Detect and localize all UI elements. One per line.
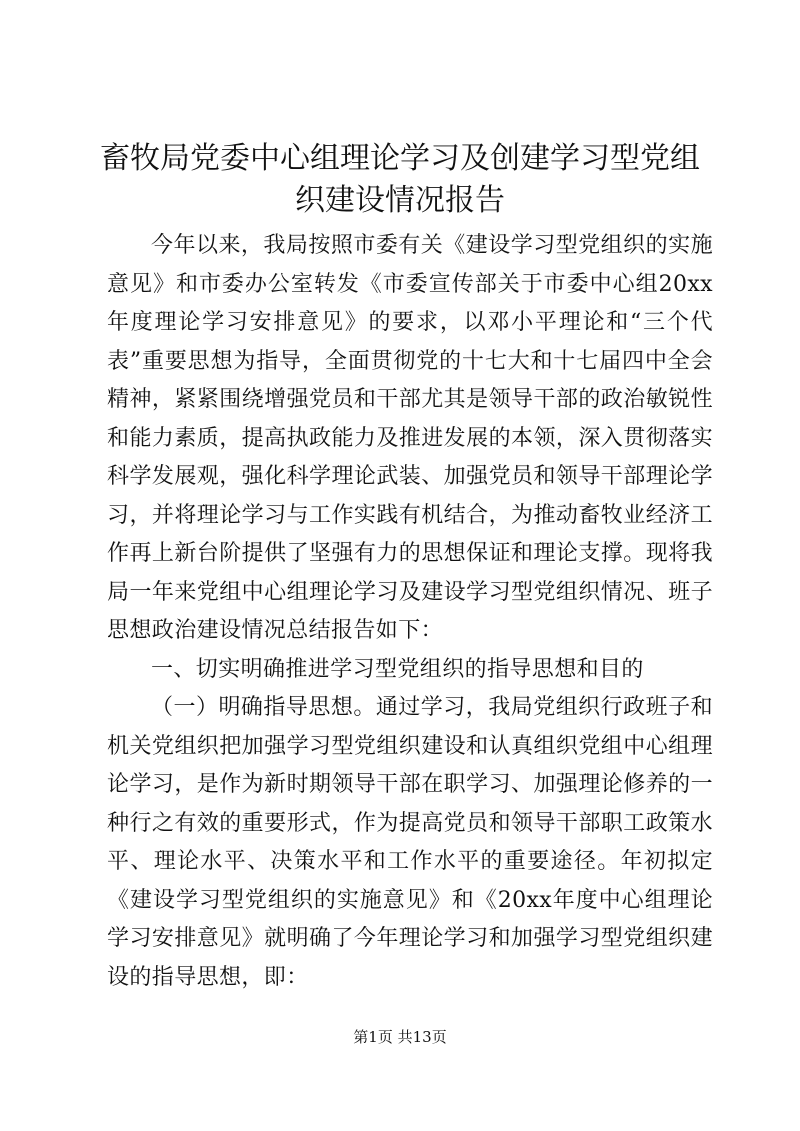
page-number-footer: 第1页 共13页 bbox=[353, 1028, 447, 1046]
document-body bbox=[107, 227, 713, 997]
section-heading-1: 一、切实明确推进学习型党组织的指导思想和目的 bbox=[151, 656, 644, 682]
subsection-paragraph-1: （一）明确指导思想。通过学习，我局党组织行政班子和机关党组织把加强学习型党组织建设和认真组织党组中心组理论学习，是作为新时期领导干部在职学习、加强理论修养的一种行之有效的重要形式，作为提高党员和领导干部职工政策水平、理论水平、决策水平和工作水平的重要途径。年初拟定《建设学习型党组织的实施意见》和《20xx年度中心组理论学习安排意见》就明确了今年理论学习和加强学习型党组织建设的指导思想，即： bbox=[107, 695, 713, 990]
document-title: 畜牧局党委中心组理论学习及创建学习型党组织建设情况报告 bbox=[100, 141, 700, 218]
intro-paragraph: 今年以来，我局按照市委有关《建设学习型党组织的实施意见》和市委办公室转发《市委宣传部关于市委中心组20xx年度理论学习安排意见》的要求，以邓小平理论和“三个代表”重要思想为指导，全面贯彻党的十七大和十七届四中全会精神，紧紧围绕增强党员和干部尤其是领导干部的政治敏锐性和能力素质，提高执政能力及推进发展的本领，深入贯彻落实科学发展观，强化科学理论武装、加强党员和领导干部理论学习，并将理论学习与工作实践有机结合，为推动畜牧业经济工作再上新台阶提供了坚强有力的思想保证和理论支撑。现将我局一年来党组中心组理论学习及建设学习型党组织情况、班子思想政治建设情况总结报告如下： bbox=[107, 233, 713, 643]
